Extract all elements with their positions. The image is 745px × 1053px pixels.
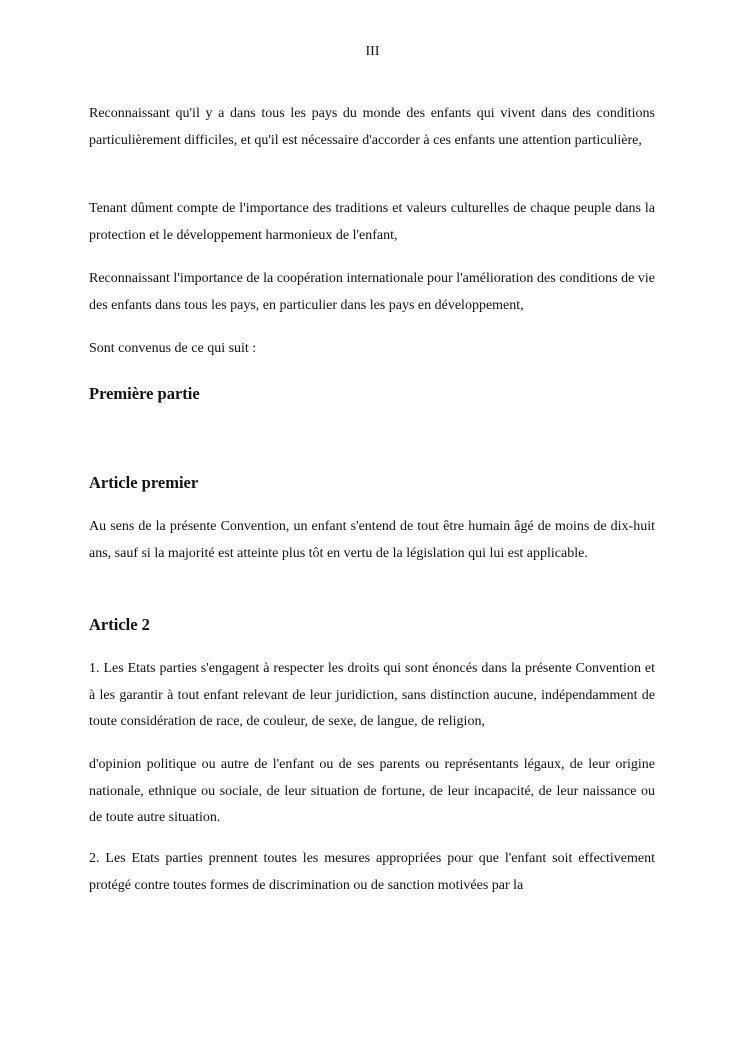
- preamble-paragraph-3: Reconnaissant l'importance de la coopération internationale pour l'amélioration des conditions de vie des enfants dans tous les pays, en particulier dans les pays en développement,: [89, 271, 655, 313]
- preamble-paragraph-1: Reconnaissant qu'il y a dans tous les pays du monde des enfants qui vivent dans des conditions particulièrement difficiles, et qu'il est nécessaire d'accorder à ces enfants une attention particulière,: [89, 106, 655, 148]
- article-2-paragraph-2: 2. Les Etats parties prennent toutes les mesures appropriées pour que l'enfant soit effectivement protégé contre toutes formes de discrimination ou de sanction motivées par la: [89, 851, 655, 893]
- article-2-paragraph-1: 1. Les Etats parties s'engagent à respecter les droits qui sont énoncés dans la présente Convention et à les garantir à tout enfant relevant de leur juridiction, sans distinction aucune, indépendamment de toute considération de race, de couleur, de sexe, de langue, de religion,: [89, 661, 655, 729]
- article-1-title: Article premier: [89, 473, 199, 492]
- page-number: III: [365, 44, 380, 59]
- article-1-text: Au sens de la présente Convention, un enfant s'entend de tout être humain âgé de moins de dix-huit ans, sauf si la majorité est atteinte plus tôt en vertu de la législation qui lui est applicable.: [89, 519, 655, 561]
- article-2-title: Article 2: [89, 615, 150, 634]
- part-title: Première partie: [89, 384, 200, 403]
- preamble-paragraph-4: Sont convenus de ce qui suit :: [89, 341, 257, 356]
- article-2-paragraph-1-continued: d'opinion politique ou autre de l'enfant ou de ses parents ou représentants légaux, de leur origine nationale, ethnique ou sociale, de leur situation de fortune, de leur incapacité, de leur naissance ou de toute autre situation.: [89, 757, 655, 825]
- preamble-paragraph-2: Tenant dûment compte de l'importance des traditions et valeurs culturelles de chaque peuple dans la protection et le développement harmonieux de l'enfant,: [89, 201, 655, 243]
